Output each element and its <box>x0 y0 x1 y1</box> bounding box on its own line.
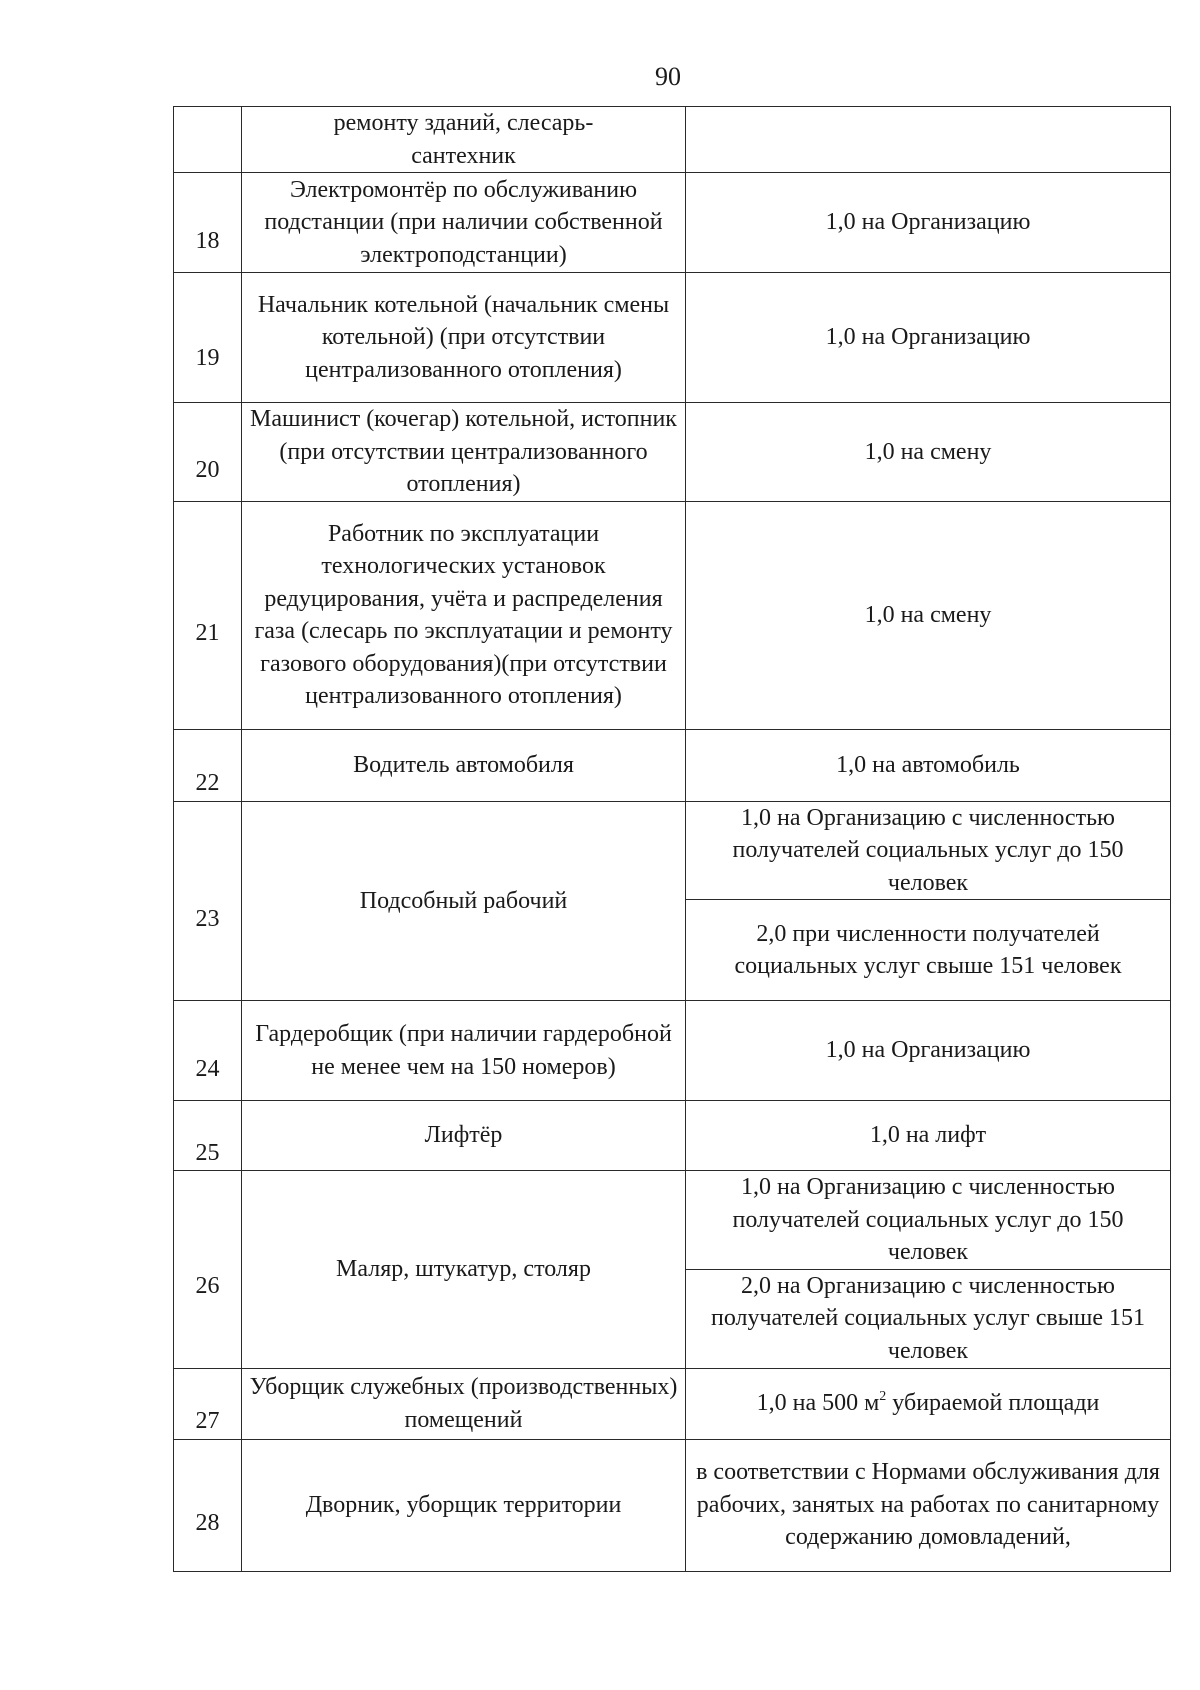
norm-cell <box>686 107 1171 173</box>
table-row <box>174 403 1171 502</box>
norm-text-suffix: убираемой площади <box>886 1390 1100 1417</box>
staffing-norms-table <box>173 106 1171 1572</box>
position-cell: Уборщик служебных (производственных) помещений <box>242 1368 686 1439</box>
position-cell: ремонту зданий, слесарь-сантехник <box>242 107 686 173</box>
norm-cell: 1,0 на смену <box>686 403 1171 502</box>
table-row <box>174 107 1171 173</box>
row-number: 27 <box>195 1407 220 1434</box>
row-number-cell <box>174 801 242 1001</box>
row-number: 21 <box>195 620 220 646</box>
row-number-cell <box>174 173 242 273</box>
table-row <box>174 1439 1171 1571</box>
row-number: 28 <box>195 1510 220 1536</box>
row-number-cell <box>174 1171 242 1369</box>
row-number: 26 <box>195 1273 220 1300</box>
superscript-exponent: 2 <box>879 1389 887 1405</box>
norm-cell: 1,0 на Организацию <box>686 173 1171 273</box>
table-row <box>174 1101 1171 1171</box>
table-row <box>174 501 1171 729</box>
table-row <box>174 173 1171 273</box>
row-number-cell <box>174 1001 242 1101</box>
position-cell: Работник по эксплуатации технологических установок редуцирования, учёта и распределения газа (слесарь по эксплуатации и ремонту газового оборудования)(при отсутствии централизованного отопления) <box>242 501 686 729</box>
position-cell: Лифтёр <box>242 1101 686 1171</box>
norm-cell: в соответствии с Нормами обслуживания для рабочих, занятых на работах по санитарному содержанию домовладений, <box>686 1439 1171 1571</box>
norm-cell: 1,0 на Организацию <box>686 1001 1171 1101</box>
norm-cell: 2,0 на Организацию с численностью получателей социальных услуг свыше 151 человек <box>686 1269 1171 1368</box>
row-number-cell <box>174 1101 242 1171</box>
row-number-cell <box>174 403 242 502</box>
table-row <box>174 801 1171 900</box>
row-number-cell <box>174 1368 242 1439</box>
norm-cell: 1,0 на Организацию с численностью получателей социальных услуг до 150 человек <box>686 801 1171 900</box>
table-row <box>174 1001 1171 1101</box>
position-cell: Электромонтёр по обслуживанию подстанции (при наличии собственной электроподстанции) <box>242 173 686 273</box>
row-number: 19 <box>195 344 220 371</box>
row-number: 18 <box>195 227 220 254</box>
table-row <box>174 273 1171 403</box>
position-cell: Водитель автомобиля <box>242 729 686 801</box>
row-number-cell <box>174 729 242 801</box>
row-number: 25 <box>195 1139 220 1166</box>
norm-cell: 2,0 при численности получателей социальных услуг свыше 151 человек <box>686 900 1171 1001</box>
position-cell: Машинист (кочегар) котельной, истопник (при отсутствии централизованного отопления) <box>242 403 686 502</box>
position-cell: Начальник котельной (начальник смены котельной) (при отсутствии централизованного отопления) <box>242 273 686 403</box>
row-number: 22 <box>195 770 220 796</box>
table-row <box>174 1368 1171 1439</box>
page-number: 90 <box>655 62 681 91</box>
table-row <box>174 729 1171 801</box>
row-number: 20 <box>195 456 220 483</box>
position-cell: Подсобный рабочий <box>242 801 686 1001</box>
norm-text-area: 1,0 на 500 м <box>756 1390 880 1417</box>
norm-cell: 1,0 на лифт <box>686 1101 1171 1171</box>
norm-cell: 1,0 на смену <box>686 501 1171 729</box>
row-number-cell <box>174 107 242 173</box>
position-cell: Маляр, штукатур, столяр <box>242 1171 686 1369</box>
norm-cell <box>686 1368 1171 1439</box>
norm-cell: 1,0 на Организацию <box>686 273 1171 403</box>
position-cell: Гардеробщик (при наличии гардеробной не менее чем на 150 номеров) <box>242 1001 686 1101</box>
norm-cell: 1,0 на Организацию с численностью получателей социальных услуг до 150 человек <box>686 1171 1171 1270</box>
row-number-cell <box>174 501 242 729</box>
position-cell: Дворник, уборщик территории <box>242 1439 686 1571</box>
table-row <box>174 1171 1171 1270</box>
row-number-cell <box>174 1439 242 1571</box>
row-number-cell <box>174 273 242 403</box>
row-number: 23 <box>195 905 220 932</box>
norm-cell: 1,0 на автомобиль <box>686 729 1171 801</box>
row-number: 24 <box>195 1055 220 1082</box>
